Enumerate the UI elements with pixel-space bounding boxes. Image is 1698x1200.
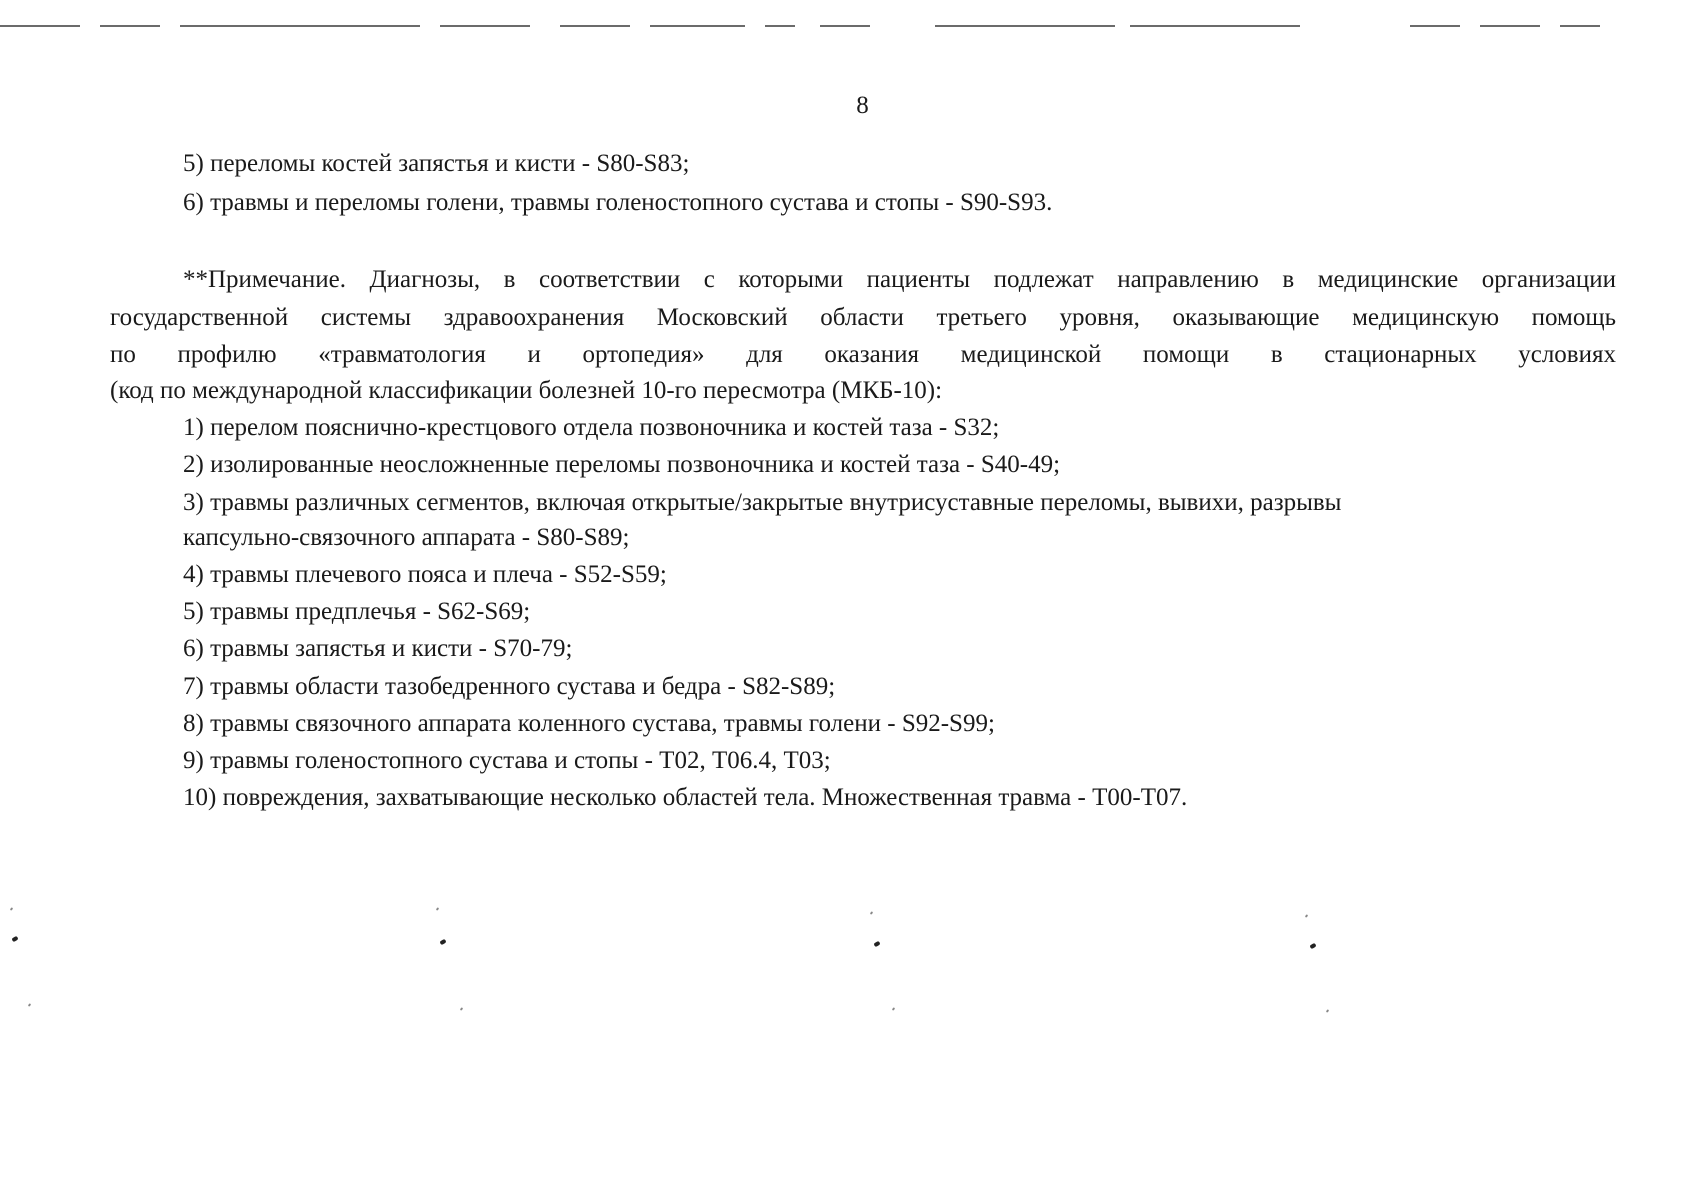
list-item: 7) травмы области тазобедренного сустава и бедра - S82-S89; — [183, 673, 836, 700]
scan-speck — [28, 1003, 31, 1007]
note-line: (код по международной классификации болезней 10-го пересмотра (МКБ-10): — [110, 377, 943, 404]
note-line: по профилю «травматология и ортопедия» для оказания медицинской помощи в стационарных условиях — [110, 341, 1616, 368]
scan-speck — [460, 1007, 463, 1011]
scan-dot — [1309, 943, 1316, 949]
scan-speck — [870, 911, 873, 915]
list-item: 2) изолированные неосложненные переломы позвоночника и костей таза - S40-49; — [183, 451, 1061, 478]
note-line: государственной системы здравоохранения Московский области третьего уровня, оказывающие медицинскую помощь — [110, 304, 1616, 331]
list-item: капсульно-связочного аппарата - S80-S89; — [183, 524, 630, 551]
list-item: 5) травмы предплечья - S62-S69; — [183, 598, 531, 625]
scan-speck — [1326, 1009, 1329, 1013]
scan-dot — [11, 936, 18, 942]
scan-speck — [436, 907, 439, 911]
list-item: 6) травмы запястья и кисти - S70-79; — [183, 635, 573, 662]
scan-speck — [10, 907, 13, 911]
scan-dot — [439, 939, 446, 945]
list-item: 10) повреждения, захватывающие несколько областей тела. Множественная травма - Т00-Т07. — [183, 784, 1188, 811]
list-item: 1) перелом пояснично-крестцового отдела позвоночника и костей таза - S32; — [183, 414, 1000, 441]
scan-speck — [892, 1007, 895, 1011]
list-item: 9) травмы голеностопного сустава и стопы - Т02, Т06.4, Т03; — [183, 747, 831, 774]
list-item: 5) переломы костей запястья и кисти - S80-S83; — [183, 150, 690, 177]
list-item: 4) травмы плечевого пояса и плеча - S52-S59; — [183, 561, 667, 588]
list-item: 6) травмы и переломы голени, травмы голеностопного сустава и стопы - S90-S93. — [183, 189, 1053, 216]
scan-dot — [873, 941, 880, 947]
note-line: **Примечание. Диагнозы, в соответствии с которыми пациенты подлежат направлению в медицинские организации — [183, 266, 1616, 293]
scan-edge-artifact — [0, 25, 1698, 28]
scan-speck — [1305, 914, 1308, 918]
list-item: 8) травмы связочного аппарата коленного сустава, травмы голени - S92-S99; — [183, 710, 995, 737]
list-item: 3) травмы различных сегментов, включая открытые/закрытые внутрисуставные переломы, вывихи, разрывы — [183, 489, 1342, 516]
page-number: 8 — [856, 92, 869, 119]
